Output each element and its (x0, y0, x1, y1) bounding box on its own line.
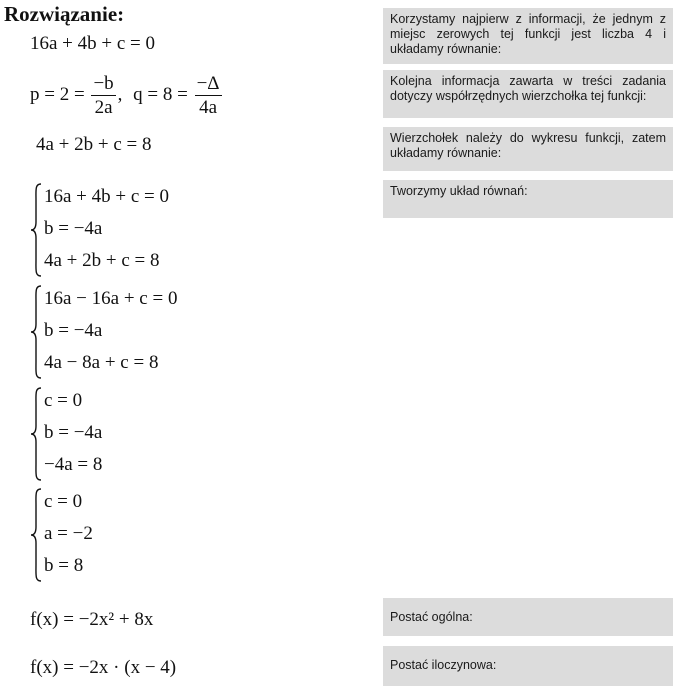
system-2-line-1: 16a − 16a + c = 0 (44, 288, 178, 309)
system-2-line-3: 4a − 8a + c = 8 (44, 352, 159, 373)
system-4 (30, 487, 230, 583)
q-fraction (195, 74, 222, 117)
q-numerator: −Δ (196, 73, 220, 94)
brace-icon (30, 487, 42, 583)
brace-icon (30, 386, 42, 482)
equation-zero-place: 16a + 4b + c = 0 (30, 33, 156, 54)
solution-heading: Rozwiązanie: (4, 2, 125, 26)
note-factored-form: Postać iloczynowa: (383, 646, 673, 686)
system-2-line-2: b = −4a (44, 320, 103, 341)
brace-icon (30, 182, 42, 278)
system-3 (30, 386, 230, 482)
system-3-line-2: b = −4a (44, 422, 103, 443)
factored-form-formula: f(x) = −2x · (x − 4) (30, 657, 177, 678)
p-denominator: 2a (94, 97, 113, 118)
equation-vertex-on-graph: 4a + 2b + c = 8 (36, 134, 152, 155)
vertex-separator: , (117, 83, 123, 105)
note-vertex-coordinates: Kolejna informacja zawarta w treści zadania dotyczy współrzędnych wierzchołka tej funkcji: (383, 70, 673, 118)
system-4-line-3: b = 8 (44, 555, 84, 576)
p-fraction (91, 74, 115, 117)
system-3-line-1: c = 0 (44, 390, 83, 411)
brace-icon (30, 284, 42, 380)
system-1 (30, 182, 230, 278)
q-denominator: 4a (199, 97, 218, 118)
system-1-line-2: b = −4a (44, 218, 103, 239)
system-2 (30, 284, 230, 380)
system-1-line-3: 4a + 2b + c = 8 (44, 250, 160, 271)
p-expression: p = 2 = (30, 83, 85, 105)
q-expression: q = 8 = (133, 83, 188, 105)
general-form-formula: f(x) = −2x² + 8x (30, 609, 154, 630)
system-4-line-1: c = 0 (44, 491, 83, 512)
system-1-line-1: 16a + 4b + c = 0 (44, 186, 170, 207)
equation-vertex (30, 74, 224, 117)
note-system: Tworzymy układ równań: (383, 180, 673, 218)
system-3-line-3: −4a = 8 (44, 454, 103, 475)
note-zero-place: Korzystamy najpierw z informacji, że jednym z miejsc zerowych tej funkcji jest liczba 4 i układamy równanie: (383, 8, 673, 64)
note-general-form: Postać ogólna: (383, 598, 673, 636)
note-vertex-on-graph: Wierzchołek należy do wykresu funkcji, zatem układamy równanie: (383, 127, 673, 171)
system-4-line-2: a = −2 (44, 523, 93, 544)
p-numerator: −b (93, 73, 114, 94)
